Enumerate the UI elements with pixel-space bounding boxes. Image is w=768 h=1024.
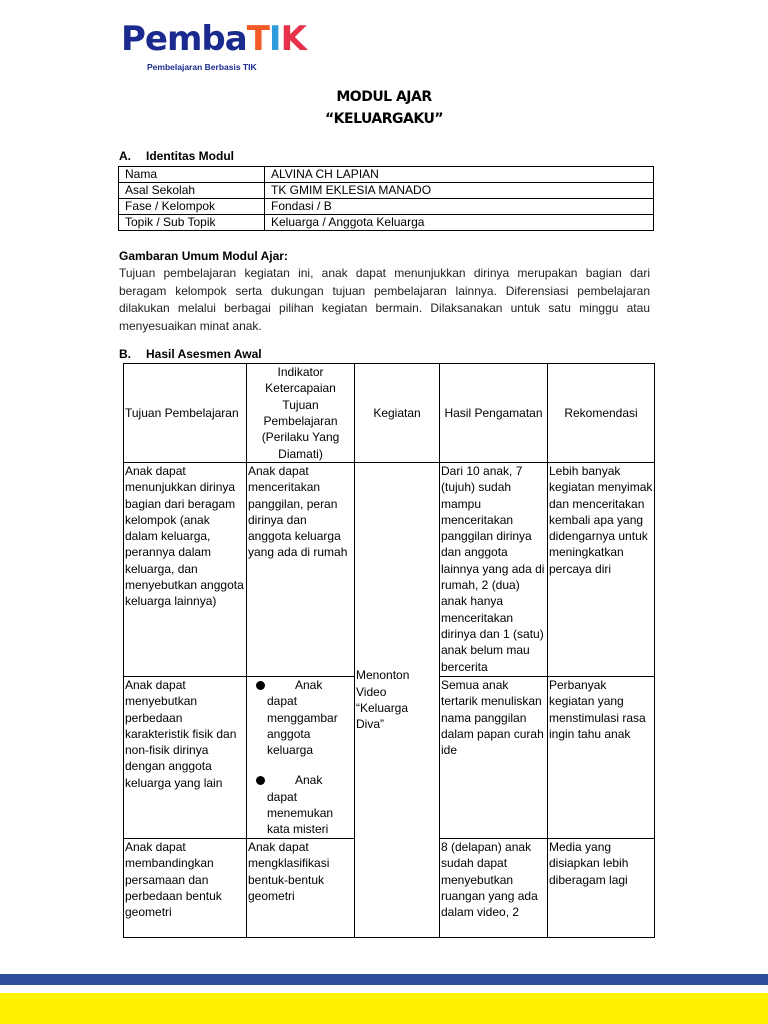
cell-indikator [247, 677, 355, 839]
list-item [248, 772, 353, 837]
bullet-text: Anak [295, 773, 323, 788]
bullet-icon [256, 776, 265, 785]
table-row [119, 183, 654, 199]
header-rekomendasi: Rekomendasi [548, 364, 655, 463]
doc-subtitle: “KELUARGAKU” [324, 111, 444, 127]
section-number: A. [119, 149, 131, 163]
table-row [124, 463, 655, 677]
identity-key: Asal Sekolah [119, 183, 265, 199]
cell-tujuan: Anak dapat menyebutkan perbedaan karakteristik fisik dan non-fisik dirinya dengan anggota keluarga yang lain [124, 677, 247, 839]
identity-value: Fondasi / B [265, 199, 654, 215]
section-title: Identitas Modul [146, 149, 234, 163]
identity-table [118, 166, 654, 231]
table-row [119, 167, 654, 183]
logo-letter: emba [144, 19, 247, 59]
section-number: B. [119, 347, 131, 361]
logo-letter: P [121, 19, 145, 59]
bullet-text: dapat menggambar anggota keluarga [267, 694, 338, 758]
bullet-text: dapat menemukan kata misteri [267, 789, 334, 837]
cell-indikator: Anak dapat mengklasifikasi bentuk-bentuk geometri [247, 839, 355, 938]
bullet-icon [256, 681, 265, 690]
cell-tujuan: Anak dapat membandingkan persamaan dan perbedaan bentuk geometri [124, 839, 247, 938]
list-item [248, 677, 353, 758]
header-kegiatan: Kegiatan [355, 364, 440, 463]
bullet-text: Anak [295, 678, 323, 692]
identity-value: TK GMIM EKLESIA MANADO [265, 183, 654, 199]
pembatik-logo [121, 16, 306, 74]
identity-value: ALVINA CH LAPIAN [265, 167, 654, 183]
logo-letter: I [268, 19, 281, 59]
logo-wordmark [121, 16, 306, 62]
cell-rekomendasi: Media yang disiapkan lebih diberagam lagi [548, 839, 655, 938]
header-hasil: Hasil Pengamatan [440, 364, 548, 463]
cell-hasil: Dari 10 anak, 7 (tujuh) sudah mampu menceritakan panggilan dirinya dan anggota lainnya yang ada di rumah, 2 (dua) anak hanya menceritakan dirinya dan 1 (satu) anak belum mau bercerita [440, 463, 548, 677]
cell-hasil: Semua anak tertarik menuliskan nama panggilan dalam papan curah ide [440, 677, 548, 839]
cell-indikator: Anak dapat menceritakan panggilan, peran dirinya dan anggota keluarga yang ada di rumah [247, 463, 355, 677]
footer-band-yellow [0, 993, 768, 1024]
doc-title: MODUL AJAR [336, 89, 432, 105]
logo-tagline: Pembelajaran Berbasis TIK [147, 62, 257, 72]
identity-key: Nama [119, 167, 265, 183]
overview-text: Tujuan pembelajaran kegiatan ini, anak dapat menunjukkan dirinya merupakan bagian dari beragam kelompok serta dukungan tujuan pembelajaran lainnya. Diferensiasi pembelajaran dilakukan melalui berbagai pilihan kegiatan bermain. Dilaksanakan untuk satu minggu atau menyesuaikan minat anak. [119, 266, 650, 333]
cell-tujuan: Anak dapat menunjukkan dirinya bagian dari beragam kelompok (anak dalam keluarga, perannya dalam keluarga, dan menyebutkan anggota keluarga lainnya) [124, 463, 247, 677]
cell-rekomendasi: Perbanyak kegiatan yang menstimulasi rasa ingin tahu anak [548, 677, 655, 839]
assessment-table [123, 363, 655, 938]
cell-kegiatan: Menonton Video “Keluarga Diva” [355, 463, 440, 938]
section-a-heading [119, 149, 234, 163]
table-row [119, 199, 654, 215]
identity-value: Keluarga / Anggota Keluarga [265, 215, 654, 231]
logo-letter: T [246, 19, 269, 59]
table-row [119, 215, 654, 231]
identity-key: Topik / Sub Topik [119, 215, 265, 231]
overview-heading: Gambaran Umum Modul Ajar: [119, 249, 288, 263]
footer-band-blue [0, 974, 768, 985]
section-title: Hasil Asesmen Awal [146, 347, 262, 361]
header-indikator: Indikator Ketercapaian Tujuan Pembelajaran (Perilaku Yang Diamati) [247, 364, 355, 463]
cell-rekomendasi: Lebih banyak kegiatan menyimak dan menceritakan kembali apa yang didengarnya untuk meningkatkan percaya diri [548, 463, 655, 677]
logo-letter: K [280, 19, 306, 59]
identity-key: Fase / Kelompok [119, 199, 265, 215]
section-b-heading [119, 347, 262, 361]
table-header-row [124, 364, 655, 463]
cell-hasil: 8 (delapan) anak sudah dapat menyebutkan ruangan yang ada dalam video, 2 [440, 839, 548, 938]
header-tujuan: Tujuan Pembelajaran [124, 364, 247, 463]
